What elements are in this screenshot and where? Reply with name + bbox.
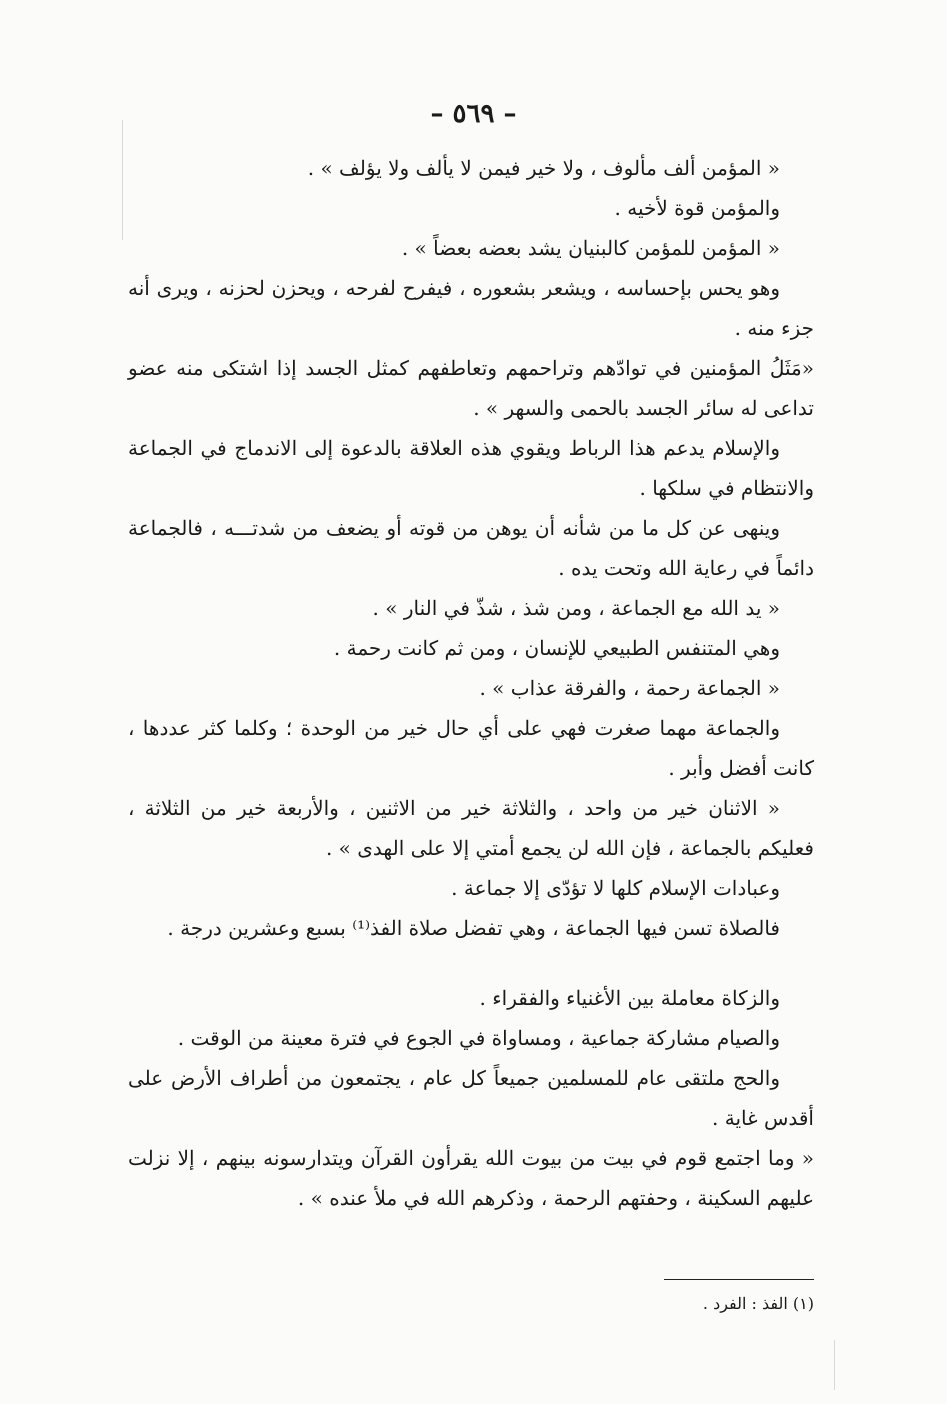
paragraph: وهو يحس بإحساسه ، ويشعر بشعوره ، فيفرح لفرحه ، ويحزن لحزنه ، ويرى أنه جزء منه . [128,276,814,340]
footnote-divider [664,1279,814,1280]
paragraph: وعبادات الإسلام كلها لا تؤدّى إلا جماعة . [451,876,780,900]
main-text [128,148,814,1218]
page-number: – ٥٦٩ – [430,99,517,129]
paragraph: وينهى عن كل ما من شأنه أن يوهن من قوته أو يضعف من شدتـــه ، فالجماعة دائماً في رعاية الله وتحت يده . [128,516,814,580]
scan-edge-line [834,1340,835,1390]
paragraph: والزكاة معاملة بين الأغنياء والفقراء . [479,986,780,1010]
paragraph: وهي المتنفس الطبيعي للإنسان ، ومن ثم كانت رحمة . [333,636,780,660]
hadith-quote: «مَثَلُ المؤمنين في توادّهم وتراحمهم وتعاطفهم كمثل الجسد إذا اشتكى منه عضو تداعى له سائر الجسد بالحمى والسهر » . [128,356,814,420]
hadith-quote: « يد الله مع الجماعة ، ومن شذ ، شذّ في النار » . [372,596,780,620]
hadith-quote: « المؤمن للمؤمن كالبنيان يشد بعضه بعضاً » . [401,236,780,260]
paragraph: والحج ملتقى عام للمسلمين جميعاً كل عام ، يجتمعون من أطراف الأرض على أقدس غاية . [128,1066,814,1130]
paragraph: والمؤمن قوة لأخيه . [614,196,780,220]
hadith-quote: « الاثنان خير من واحد ، والثلاثة خير من الاثنين ، والأربعة خير من الثلاثة ، فعليكم بالجماعة ، فإن الله لن يجمع أمتي إلا على الهدى » . [128,796,814,860]
paragraph: فالصلاة تسن فيها الجماعة ، وهي تفضل صلاة الفذ⁽¹⁾ بسبع وعشرين درجة . [167,916,780,940]
paragraph: والإسلام يدعم هذا الرباط ويقوي هذه العلاقة بالدعوة إلى الاندماج في الجماعة والانتظام في سلكها . [128,436,814,500]
footnote: (١) الفذ : الفرد . [702,1294,814,1313]
scan-edge-line [122,120,123,240]
paragraph: والجماعة مهما صغرت فهي على أي حال خير من الوحدة ؛ وكلما كثر عددها ، كانت أفضل وأبر . [128,716,814,780]
hadith-quote: « المؤمن ألف مألوف ، ولا خير فيمن لا يألف ولا يؤلف » . [307,156,780,180]
hadith-quote: « وما اجتمع قوم في بيت من بيوت الله يقرأون القرآن ويتدارسونه بينهم ، إلا نزلت عليهم السكينة ، وحفتهم الرحمة ، وذكرهم الله في ملأ عنده » . [128,1146,814,1210]
hadith-quote: « الجماعة رحمة ، والفرقة عذاب » . [479,676,780,700]
paragraph: والصيام مشاركة جماعية ، ومساواة في الجوع في فترة معينة من الوقت . [177,1026,780,1050]
